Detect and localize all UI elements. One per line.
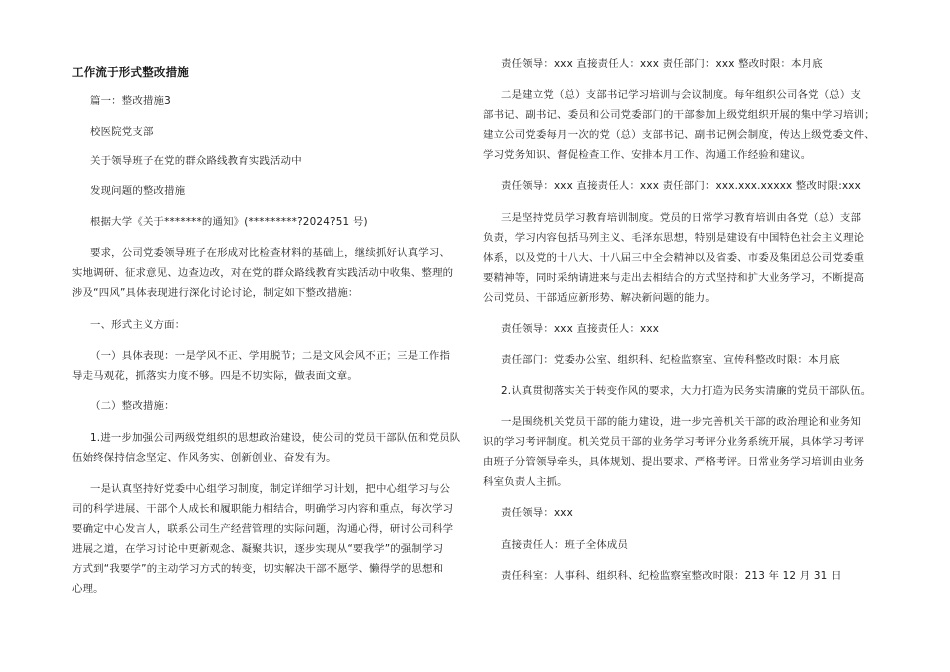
text-line: 责任领导：xxx 直接责任人：xxx 责任部门：xxx.xxx.xxxxx 整改时限:xxx	[501, 180, 862, 192]
text-line: 进展之道，在学习讨论中更新观念、凝聚共识，逐步实现从“要我学”的强制学习	[72, 543, 444, 555]
text-line: 科室负责人主抓。	[483, 476, 568, 488]
text-line: 识的学习考评制度。机关党员干部的业务学习考评分业务系统开展，具体学习考评	[483, 436, 865, 448]
text-line: 篇一：整改措施3	[90, 95, 171, 107]
text-line: 责任领导：xxx	[501, 507, 573, 519]
text-line: 关于领导班子在党的群众路线教育实践活动中	[90, 155, 302, 167]
text-line: 二是建立党（总）支部书记学习培训与会议制度。每年组织公司各党（总）支	[501, 89, 862, 101]
text-line: 一、形式主义方面：	[90, 319, 186, 331]
text-line: 责任部门：党委办公室、组织科、纪检监察室、宣传科整改时限：本月底	[501, 354, 840, 366]
text-line: 责任领导：xxx 直接责任人：xxx 责任部门：xxx 整改时限：本月底	[501, 58, 823, 70]
text-line: 建立公司党委每月一次的党（总）支部书记、副书记例会制度，传达上级党委文件、	[483, 129, 875, 141]
text-line: 责任科室：人事科、组织科、纪检监察室整改时限：213 年 12 月 31 日	[501, 570, 842, 582]
text-line: 导走马观花，抓落实力度不够。四是不切实际，做表面文章。	[72, 370, 358, 382]
text-line: 司的科学进展、干部个人成长和履职能力相结合，明确学习内容和重点，每次学习	[72, 503, 454, 515]
text-line: 伍始终保持信念坚定、作风务实、创新创业、奋发有为。	[72, 452, 337, 464]
text-line: 公司党员、干部适应新形势、解决新问题的能力。	[483, 292, 716, 304]
text-line: 直接责任人：班子全体成员	[501, 539, 629, 551]
text-line: 要求，公司党委领导班子在形成对比检查材料的基础上，继续抓好认真学习、	[90, 247, 451, 259]
text-line: 方式到“我要学”的主动学习方式的转变，切实解决干部不愿学、懒得学的思想和	[72, 563, 444, 575]
text-line: 责任领导：xxx 直接责任人：xxx	[501, 323, 660, 335]
text-line: 要精神等，同时采纳请进来与走出去相结合的方式坚持和扩大业务学习，不断提高	[483, 272, 865, 284]
text-line: （二）整改措施：	[90, 400, 175, 412]
text-line: 一是认真坚持好党委中心组学习制度，制定详细学习计划，把中心组学习与公	[90, 483, 451, 495]
document-title: 工作流于形式整改措施	[72, 65, 189, 79]
text-line: 一是围绕机关党员干部的能力建设，进一步完善机关干部的政治理论和业务知	[501, 416, 862, 428]
text-line: 负责，学习内容包括马列主义、毛泽东思想，特别是建设有中国特色社会主义理论	[483, 232, 865, 244]
text-line: 学习党务知识、督促检查工作、安排本月工作、沟通工作经验和建议。	[483, 149, 812, 161]
text-line: 三是坚持党员学习教育培训制度。党员的日常学习教育培训由各党（总）支部	[501, 212, 862, 224]
text-line: 由班子分管领导牵头，具体规划、提出要求、严格考评。日常业务学习培训由业务	[483, 456, 865, 468]
text-line: （一）具体表现：一是学风不正、学用脱节；二是文风会风不正；三是工作指	[90, 350, 451, 362]
text-line: 要确定中心发言人，联系公司生产经营管理的实际问题，沟通心得，研讨公司科学	[72, 523, 454, 535]
text-line: 体系，以及党的十八大、十八届三中全会精神以及省委、市委及集团总公司党委重	[483, 252, 865, 264]
text-line: 校医院党支部	[90, 126, 154, 138]
text-line: 心理。	[72, 583, 104, 595]
text-line: 部书记、副书记、委员和公司党委部门的干部参加上级党组织开展的集中学习培训；	[483, 109, 875, 121]
text-line: 2.认真贯彻落实关于转变作风的要求，大力打造为民务实清廉的党员干部队伍。	[501, 385, 872, 397]
text-line: 1.进一步加强公司两级党组织的思想政治建设，使公司的党员干部队伍和党员队	[90, 432, 461, 444]
text-line: 实地调研、征求意见、边查边改，对在党的群众路线教育实践活动中收集、整理的	[72, 267, 454, 279]
text-line: 发现问题的整改措施	[90, 185, 186, 197]
text-line: 涉及“四风”具体表现进行深化讨论讨论，制定如下整改措施：	[72, 287, 359, 299]
text-line: 根据大学《关于*******的通知》(*********?2024?51 号)	[90, 216, 368, 228]
